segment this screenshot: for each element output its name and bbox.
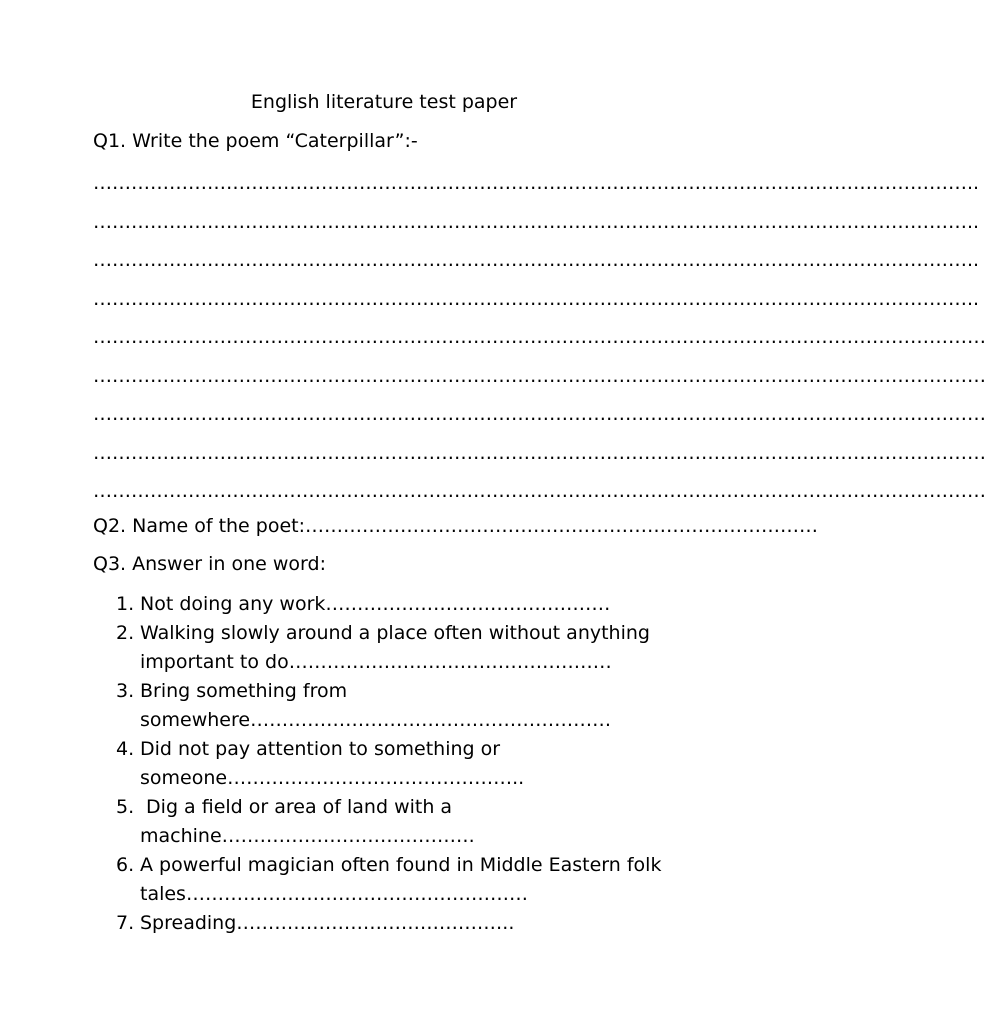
item-text: Dig a field or area of land with a machine………………………………….	[140, 796, 475, 847]
list-item	[116, 619, 756, 677]
question-2: Q2. Name of the poet:………………………………………………………………………	[93, 515, 819, 537]
item-text: Bring something from somewhere…………………………………………………	[140, 680, 612, 731]
question-3: Q3. Answer in one word:	[93, 553, 327, 575]
item-number: 2.	[116, 622, 135, 644]
poem-answer-lines	[93, 170, 986, 517]
list-item	[116, 677, 756, 735]
item-text: Not doing any work………………………………………	[140, 593, 611, 615]
answer-line: …………………………………………………………………………………………………………………………..	[93, 249, 980, 271]
answer-line: ……………………………………………………………………………………………………………………………	[93, 441, 986, 464]
answer-line: …………………………………………………………………………………………………………………………..	[93, 287, 980, 310]
answer-line: ……………………………………………………………………………………………………………………………	[93, 364, 986, 387]
answer-line: …………………………………………………………………………………………………………………………..	[93, 210, 980, 233]
answer-line: …………………………………………………………………………………………………………………………..	[93, 172, 980, 194]
item-number: 6.	[116, 854, 135, 876]
list-item	[116, 851, 756, 909]
one-word-list	[116, 590, 756, 938]
item-number: 7.	[116, 912, 135, 934]
item-text: Walking slowly around a place often without anything important to do……………………………………………	[140, 622, 650, 673]
answer-line: ……………………………………………………………………………………………………………………………	[93, 480, 986, 502]
item-number: 5.	[116, 796, 135, 818]
item-text: A powerful magician often found in Middle Eastern folk tales………………………………………………	[140, 854, 662, 905]
item-text: Did not pay attention to something or someone………………………………………..	[140, 738, 525, 789]
item-number: 1.	[116, 593, 135, 615]
item-number: 3.	[116, 680, 135, 702]
item-text: Spreading……………………………………..	[140, 912, 515, 934]
list-item	[116, 590, 756, 619]
question-1: Q1. Write the poem “Caterpillar”:-	[93, 130, 418, 152]
list-item	[116, 793, 756, 851]
item-number: 4.	[116, 738, 135, 760]
list-item	[116, 909, 756, 938]
page-title: English literature test paper	[250, 91, 518, 113]
answer-line: ……………………………………………………………………………………………………………………………	[93, 403, 986, 425]
answer-line: ……………………………………………………………………………………………………………………………	[93, 326, 986, 348]
list-item	[116, 735, 756, 793]
